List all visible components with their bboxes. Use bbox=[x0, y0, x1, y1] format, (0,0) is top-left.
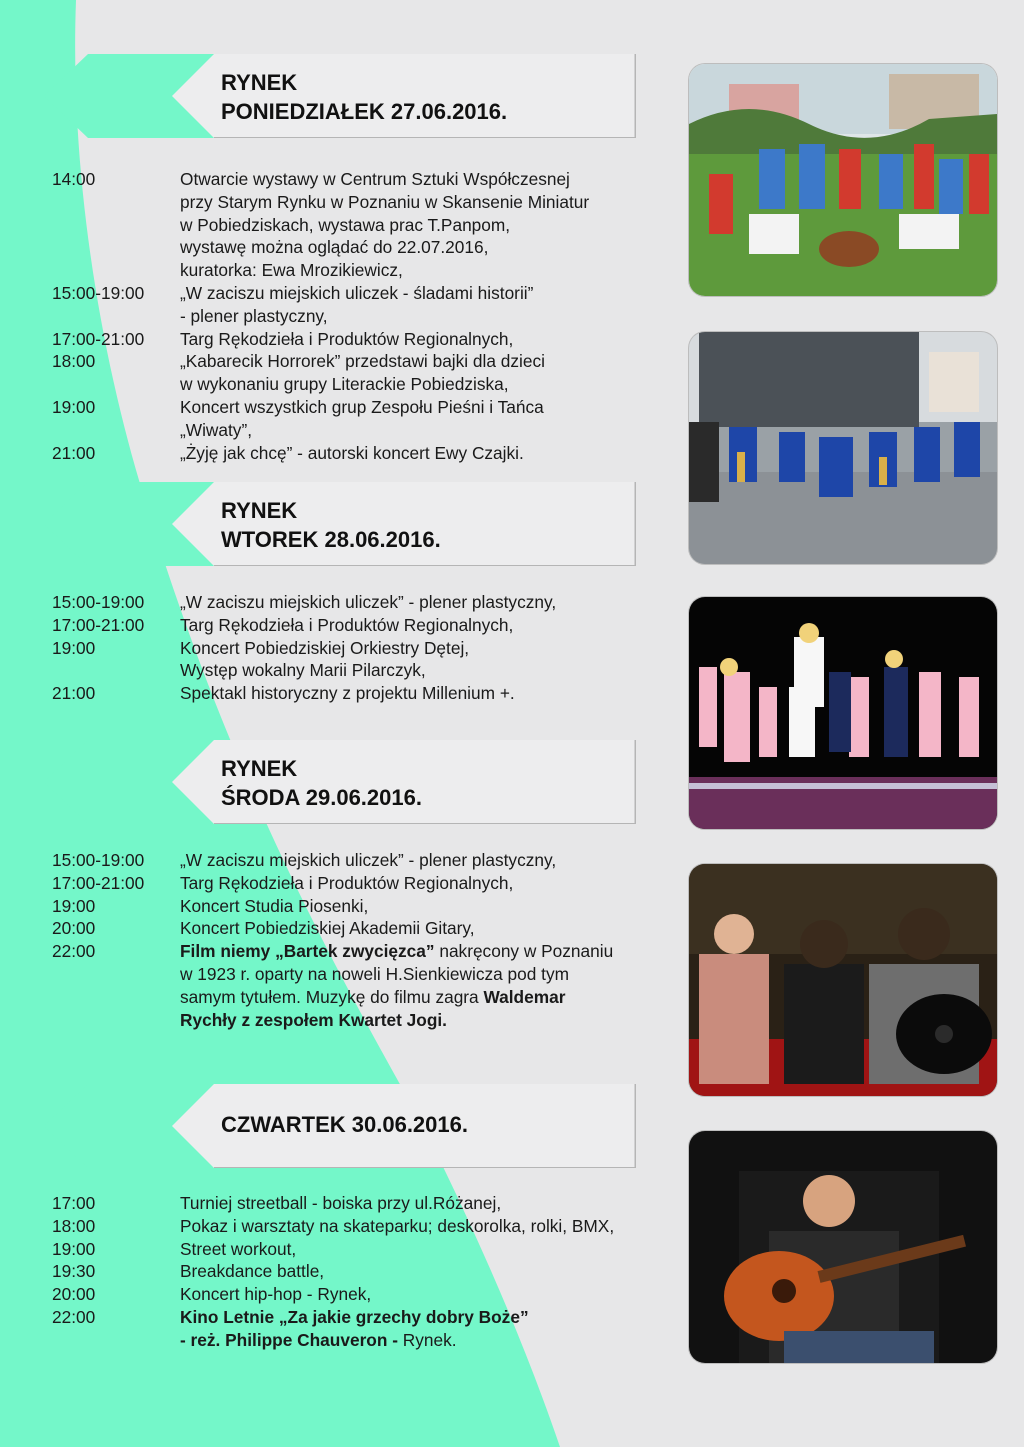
guitarist-photo bbox=[689, 1131, 997, 1363]
musicians-photo bbox=[689, 864, 997, 1096]
day-date: WTOREK 28.06.2016. bbox=[221, 527, 441, 552]
event-highlight: Film niemy „Bartek zwycięzca” bbox=[180, 941, 435, 962]
day-banner bbox=[44, 54, 636, 138]
brass-band-photo bbox=[689, 332, 997, 564]
event-time: 15:00-19:00 bbox=[52, 592, 145, 612]
schedule-row bbox=[52, 328, 652, 351]
schedule-row bbox=[52, 895, 652, 918]
schedule-row bbox=[52, 350, 652, 396]
event-time: 22:00 bbox=[52, 941, 96, 962]
schedule-row bbox=[52, 940, 652, 1031]
schedule-list bbox=[52, 849, 652, 1031]
day-date: CZWARTEK 30.06.2016. bbox=[221, 1112, 468, 1137]
event-description: Targ Rękodzieła i Produktów Regionalnych, bbox=[180, 328, 514, 349]
children-choir-photo bbox=[689, 597, 997, 829]
event-description: Targ Rękodzieła i Produktów Regionalnych, bbox=[180, 614, 514, 635]
event-time: 20:00 bbox=[52, 1284, 96, 1305]
event-time: 18:00 bbox=[52, 351, 96, 372]
schedule-row bbox=[52, 682, 652, 705]
event-time: 15:00-19:00 bbox=[52, 850, 145, 870]
schedule-row bbox=[52, 872, 652, 895]
event-highlight: Waldemar Rychły z zespołem Kwartet Jogi. bbox=[180, 986, 566, 1030]
event-text: nakręcony w Poznaniu w 1923 r. oparty na noweli H.Sienkiewicza pod tym samym tytułem. Muzykę do filmu zagra bbox=[180, 941, 614, 1007]
event-time: 14:00 bbox=[52, 169, 96, 189]
event-description: Breakdance battle, bbox=[180, 1261, 325, 1282]
schedule-row bbox=[52, 591, 652, 614]
event-text: Rynek. bbox=[397, 1329, 457, 1350]
event-time: 15:00-19:00 bbox=[52, 282, 145, 303]
event-description: Street workout, bbox=[180, 1238, 297, 1259]
day-title bbox=[221, 68, 507, 126]
schedule-row bbox=[52, 1260, 652, 1283]
day-banner bbox=[44, 740, 636, 824]
event-description: Koncert wszystkich grup Zespołu Pieśni i Tańca „Wiwaty”, bbox=[180, 396, 544, 440]
schedule-row bbox=[52, 1306, 652, 1352]
event-time: 17:00-21:00 bbox=[52, 872, 145, 893]
schedule-row bbox=[52, 168, 652, 282]
event-time: 19:30 bbox=[52, 1261, 96, 1282]
event-description: Turniej streetball - boiska przy ul.Różanej, bbox=[180, 1193, 502, 1213]
venue-label: RYNEK bbox=[221, 756, 298, 781]
schedule-list bbox=[52, 168, 652, 464]
venue-label: RYNEK bbox=[221, 70, 298, 95]
event-time: 22:00 bbox=[52, 1306, 96, 1327]
event-description: Koncert Pobiedziskiej Orkiestry Dętej, Występ wokalny Marii Pilarczyk, bbox=[180, 637, 470, 681]
folk-ensemble-photo bbox=[689, 64, 997, 296]
schedule-row bbox=[52, 637, 652, 683]
day-banner bbox=[44, 482, 636, 566]
event-time: 17:00-21:00 bbox=[52, 614, 145, 635]
day-title bbox=[221, 754, 422, 812]
event-description: Targ Rękodzieła i Produktów Regionalnych, bbox=[180, 872, 514, 893]
schedule-row bbox=[52, 442, 652, 465]
event-time: 19:00 bbox=[52, 396, 96, 417]
event-description: Spektakl historyczny z projektu Millenium +. bbox=[180, 683, 515, 704]
event-description: Koncert Pobiedziskiej Akademii Gitary, bbox=[180, 918, 475, 939]
event-description: „Żyję jak chcę” - autorski koncert Ewy Czajki. bbox=[180, 442, 524, 463]
schedule-row bbox=[52, 396, 652, 442]
schedule-row bbox=[52, 1238, 652, 1261]
event-description bbox=[180, 1306, 652, 1352]
event-time: 18:00 bbox=[52, 1215, 96, 1236]
event-time: 17:00-21:00 bbox=[52, 328, 145, 349]
day-title bbox=[221, 496, 441, 554]
event-description: „W zaciszu miejskich uliczek - śladami historii” - plener plastyczny, bbox=[180, 282, 534, 326]
event-time: 21:00 bbox=[52, 442, 96, 463]
venue-label: RYNEK bbox=[221, 498, 298, 523]
schedule-row bbox=[52, 1192, 652, 1215]
schedule-list bbox=[52, 591, 652, 705]
event-description: Koncert Studia Piosenki, bbox=[180, 895, 369, 916]
event-description: Koncert hip-hop - Rynek, bbox=[180, 1284, 372, 1305]
event-time: 19:00 bbox=[52, 637, 96, 658]
event-time: 20:00 bbox=[52, 918, 96, 939]
day-date: PONIEDZIAŁEK 27.06.2016. bbox=[221, 99, 508, 124]
event-description: „Kabarecik Horrorek” przedstawi bajki dla dzieci w wykonaniu grupy Literackie Pobiedziska, bbox=[180, 351, 545, 395]
schedule-row bbox=[52, 1283, 652, 1306]
event-description: Otwarcie wystawy w Centrum Sztuki Współczesnej przy Starym Rynku w Poznaniu w Skansenie Miniatur w Pobiedziskach, wystawa prac T.Panpom, wystawę można oglądać do 22.07.2016, kuratorka: Ewa Mrozikiewicz, bbox=[180, 169, 590, 281]
day-date: ŚRODA 29.06.2016. bbox=[221, 785, 422, 810]
event-description bbox=[180, 940, 652, 1031]
schedule-row bbox=[52, 849, 652, 872]
event-highlight: Kino Letnie „Za jakie grzechy dobry Boże” - reż. Philippe Chauveron - bbox=[180, 1306, 529, 1350]
event-description: „W zaciszu miejskich uliczek” - plener plastyczny, bbox=[180, 592, 557, 612]
event-time: 17:00 bbox=[52, 1193, 96, 1213]
day-title bbox=[221, 1110, 468, 1139]
event-description: Pokaz i warsztaty na skateparku; deskorolka, rolki, BMX, bbox=[180, 1215, 615, 1236]
schedule-row bbox=[52, 917, 652, 940]
event-time: 21:00 bbox=[52, 683, 96, 704]
schedule-list bbox=[52, 1192, 652, 1352]
schedule-row bbox=[52, 282, 652, 328]
day-banner bbox=[44, 1084, 636, 1168]
event-time: 19:00 bbox=[52, 895, 96, 916]
event-time: 19:00 bbox=[52, 1238, 96, 1259]
schedule-row bbox=[52, 614, 652, 637]
event-description: „W zaciszu miejskich uliczek” - plener plastyczny, bbox=[180, 850, 557, 870]
schedule-row bbox=[52, 1215, 652, 1238]
